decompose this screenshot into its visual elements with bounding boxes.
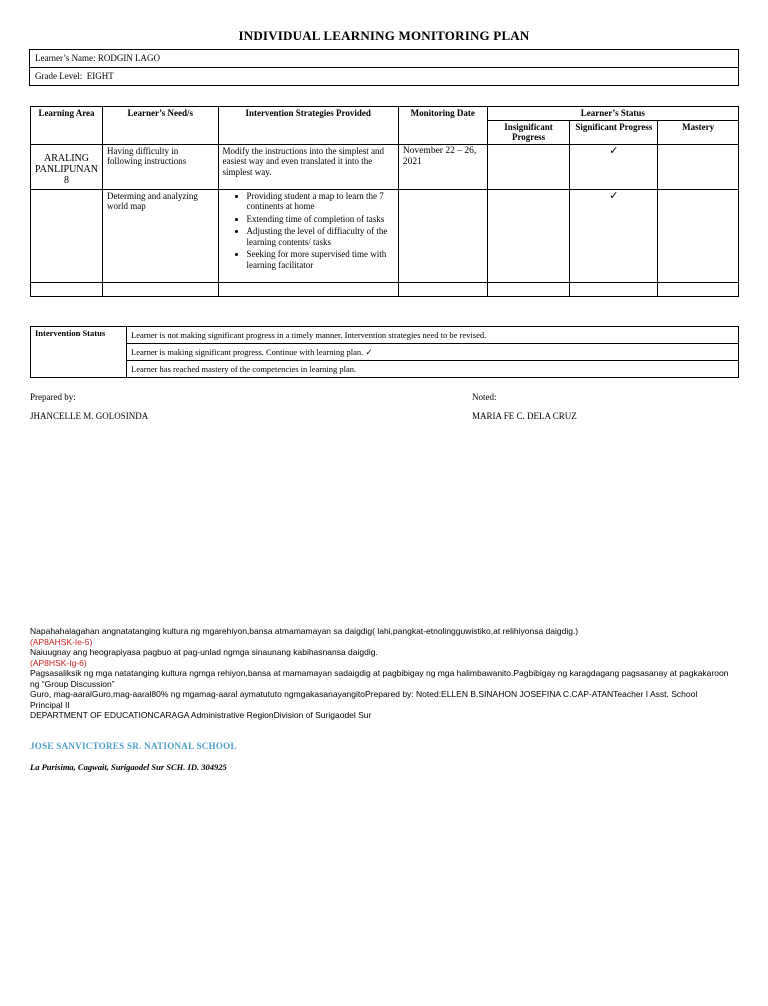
status-option: Learner has reached mastery of the competencies in learning plan. [127,361,739,378]
insignificant-cell [487,189,570,282]
intervention-status-table [30,326,739,378]
deped-line: DEPARTMENT OF EDUCATIONCARAGA Administrative RegionDivision of Surigaodel Sur [30,710,372,720]
monitoring-plan-table [30,106,739,297]
competency-line-2: Naiuugnay ang heograpiyasa pagbuo at pag-unlad ngmga sinaunang kabihasnansa daigdig. [30,647,378,657]
mastery-cell [658,144,739,189]
significant-check: ✓ [570,144,658,189]
strategy-cell: Modify the instructions into the simplest and easiest way and even translated it into the simplest way. [218,144,398,189]
noted-label: Noted: [472,392,497,402]
competency-code-2: (AP8HSK-Ig-6) [30,657,87,668]
header-significant: Significant Progress [570,120,658,144]
intervention-status-label: Intervention Status [31,327,127,378]
header-mastery: Mastery [658,120,739,144]
header-monitoring-date: Monitoring Date [398,107,487,145]
competency-line-1: Napahahalagahan angnatatanging kultura ng mgarehiyon,bansa atmamamayan sa daigdig( lahi,pangkat-etnolingguwistiko,at relihiyonsa daigdig.) [30,626,579,636]
list-item: • Extending time of completion of tasks [247,214,394,225]
strategy-list [223,191,394,271]
date-cell [398,189,487,282]
learner-name-label: Learner’s Name: [35,53,96,64]
header-needs: Learner’s Need/s [102,107,218,145]
prepared-by-name: JHANCELLE M. GOLOSINDA [30,411,149,421]
header-strategies: Intervention Strategies Provided [218,107,398,145]
competency-code-1: (AP8AHSK-Ie-5) [30,636,93,647]
learner-info-table [29,49,739,86]
table-row [31,144,739,189]
noted-name: MARIA FE C. DELA CRUZ [472,411,577,421]
learning-area-cell: ARALING PANLIPUNAN 8 [31,144,103,189]
document-title: INDIVIDUAL LEARNING MONITORING PLAN [238,28,530,43]
learning-area-cell [31,189,103,282]
need-cell: Having difficulty in following instructions [102,144,218,189]
learner-name: RODGIN LAGO [97,53,161,64]
school-name: JOSE SANVICTORES SR. NATIONAL SCHOOL [30,741,237,751]
header-insignificant: Insignificant Progress [487,120,570,144]
extra-text-block [30,626,730,721]
significant-check: ✓ [570,189,658,282]
strategy-list-cell [218,189,398,282]
prepared-by-label: Prepared by: [30,392,76,402]
header-learner-status: Learner’s Status [487,107,738,121]
list-item: • Adjusting the level of diffiaculty of the learning contents/ tasks [247,226,394,247]
insignificant-cell [487,144,570,189]
mastery-cell [658,189,739,282]
need-cell: Determing and analyzing world map [102,189,218,282]
signatories-line: Guro, mag-aaralGuro,mag-aaral80% ng mgamag-aaral aymatututo ngmgakasanayangitoPrepared by: Noted:ELLEN B.SINAHON JOSEFINA C.CAP-ATANTeacher I Asst. School Principal II [30,689,698,710]
header-learning-area: Learning Area [31,107,103,145]
grade-level-cell [30,68,739,86]
grade-level-label: Grade Level: [35,71,83,82]
table-row [31,189,739,282]
status-option: Learner is making significant progress. Continue with learning plan. ✓ [127,344,739,361]
status-option: Learner is not making significant progress in a timely manner. Intervention strategies need to be revised. [127,327,739,344]
table-row-empty [31,282,739,296]
grade-level: EIGHT [86,71,114,82]
learner-name-cell [30,50,739,68]
list-item: • Providing student a map to learn the 7 continents at home [247,191,394,212]
activity-line: Pagsasaliksik ng mga natatanging kultura ngmga rehiyon,bansa at mamamayan sadaigdig at pagbibigay ng mga halimbawanito.Pagbibigay ng karagdagang pagsasanay at pagkakaroon ng “Group Discussion” [30,668,729,689]
list-item: • Seeking for more supervised time with learning facilitator [247,249,394,270]
date-cell: November 22 – 26, 2021 [398,144,487,189]
school-address: La Purisima, Cagwait, Surigaodel Sur SCH. ID. 304925 [30,762,227,772]
